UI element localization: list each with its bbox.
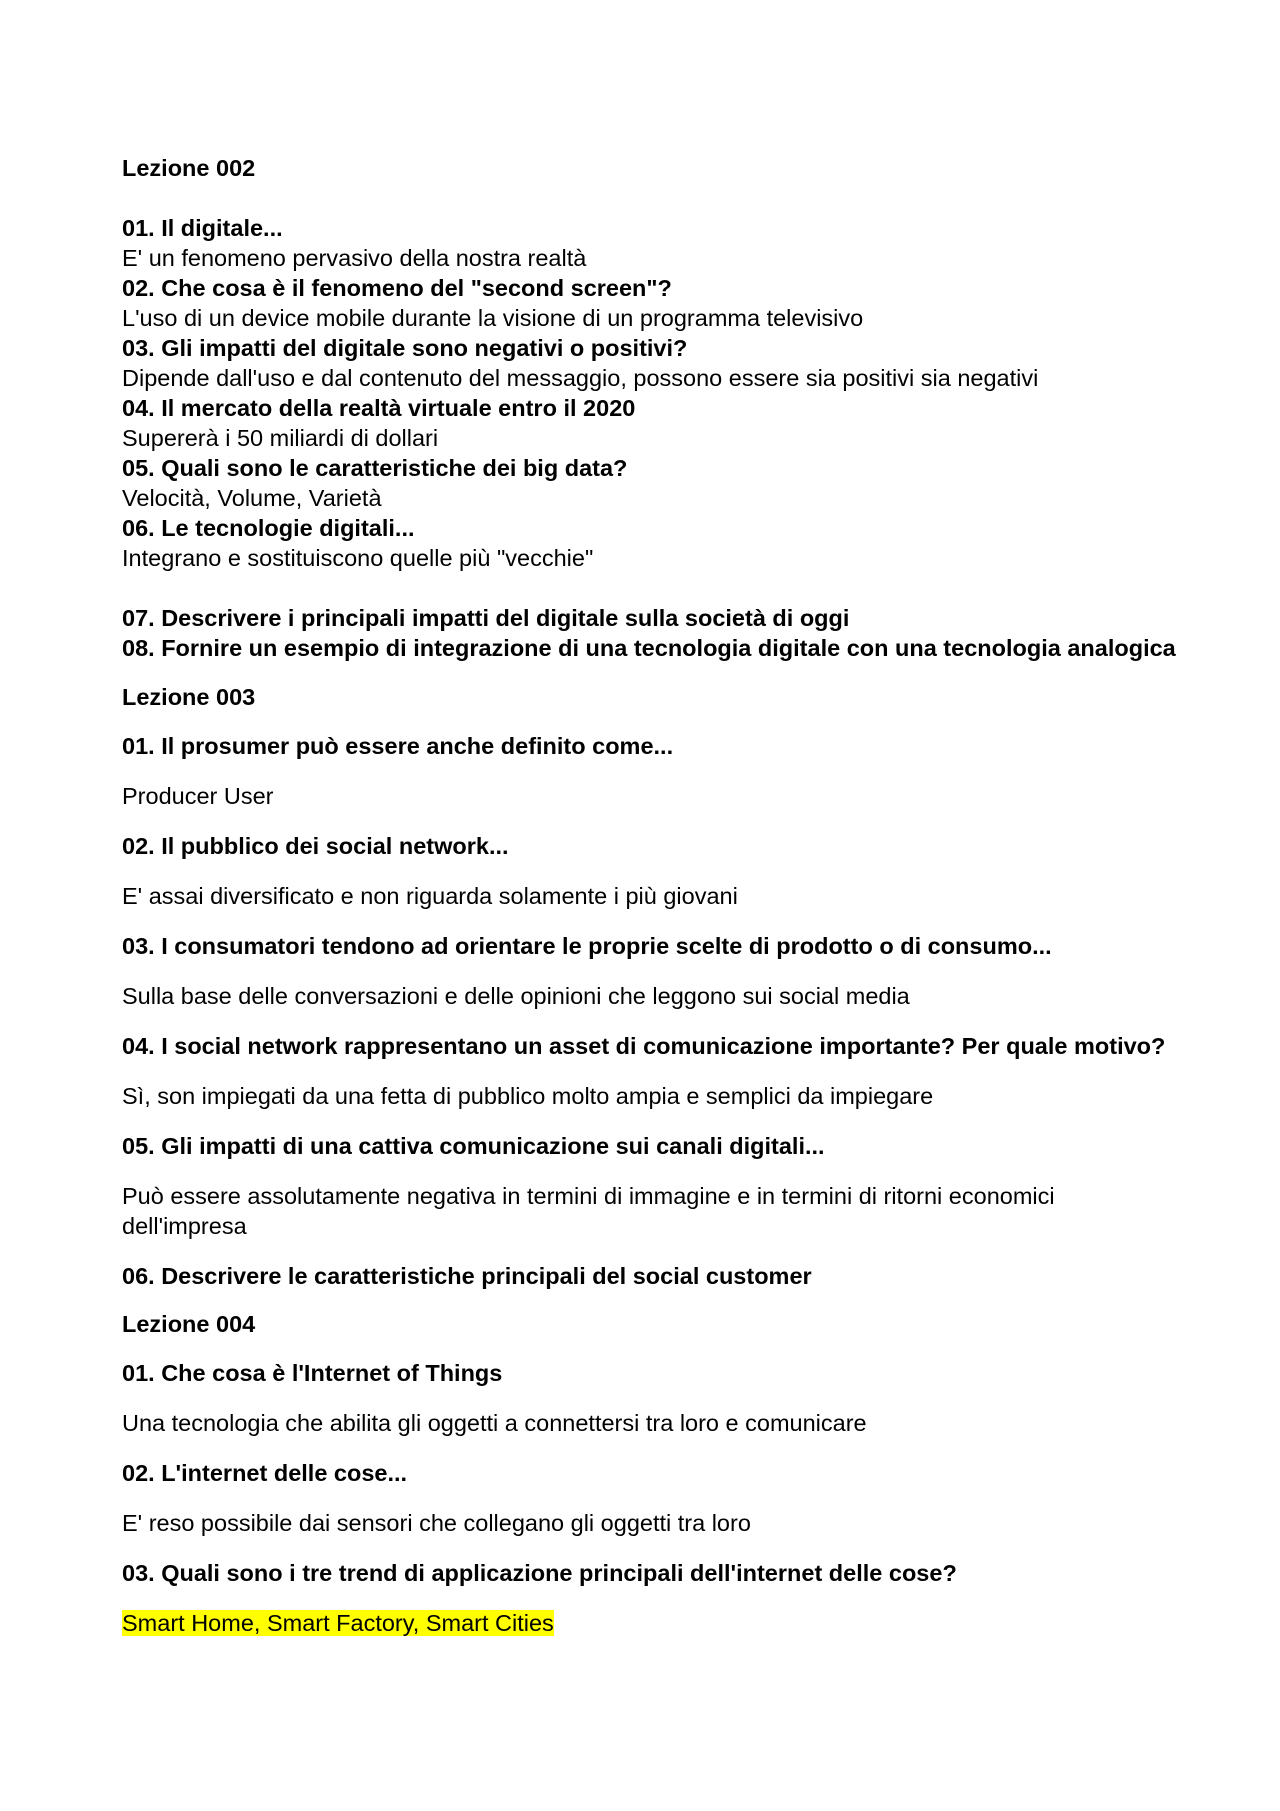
answer: E' assai diversificato e non riguarda solamente i più giovani — [122, 883, 738, 909]
question: 04. I social network rappresentano un asset di comunicazione importante? Per quale motivo? — [122, 1033, 1166, 1059]
question: 02. L'internet delle cose... — [122, 1460, 408, 1486]
answer: Una tecnologia che abilita gli oggetti a connettersi tra loro e comunicare — [122, 1410, 867, 1436]
question: 01. Il prosumer può essere anche definito come... — [122, 733, 674, 759]
open-question: 08. Fornire un esempio di integrazione di una tecnologia digitale con una tecnologia analogica — [122, 635, 1176, 661]
lesson-002 — [122, 153, 1182, 663]
question: 04. Il mercato della realtà virtuale entro il 2020 — [122, 395, 636, 421]
open-question: 07. Descrivere i principali impatti del digitale sulla società di oggi — [122, 605, 850, 631]
answer: Producer User — [122, 783, 274, 809]
answer: E' reso possibile dai sensori che collegano gli oggetti tra loro — [122, 1510, 751, 1536]
answer: E' un fenomeno pervasivo della nostra realtà — [122, 245, 587, 271]
lesson-title: Lezione 002 — [122, 155, 256, 181]
question: 02. Il pubblico dei social network... — [122, 833, 509, 859]
answer: Dipende dall'uso e dal contenuto del messaggio, possono essere sia positivi sia negativi — [122, 365, 1039, 391]
question: 03. Gli impatti del digitale sono negativi o positivi? — [122, 335, 688, 361]
answer: Può essere assolutamente negativa in termini di immagine e in termini di ritorni economici dell'impresa — [122, 1183, 1055, 1239]
question: 03. Quali sono i tre trend di applicazione principali dell'internet delle cose? — [122, 1560, 957, 1586]
answer: Integrano e sostituiscono quelle più "vecchie" — [122, 545, 594, 571]
lesson-004 — [122, 1309, 1182, 1638]
spacer — [122, 573, 1182, 603]
lesson-title: Lezione 004 — [122, 1311, 256, 1337]
highlighted-text: Smart Home, Smart Factory, Smart Cities — [122, 1610, 554, 1636]
answer: Sulla base delle conversazioni e delle opinioni che leggono sui social media — [122, 983, 910, 1009]
question: 01. Il digitale... — [122, 215, 283, 241]
answer: Sì, son impiegati da una fetta di pubblico molto ampia e semplici da impiegare — [122, 1083, 934, 1109]
question: 05. Quali sono le caratteristiche dei big data? — [122, 455, 628, 481]
lesson-title: Lezione 003 — [122, 684, 256, 710]
answer: Velocità, Volume, Varietà — [122, 485, 382, 511]
lesson-003 — [122, 682, 1182, 1291]
question: 01. Che cosa è l'Internet of Things — [122, 1360, 503, 1386]
question: 03. I consumatori tendono ad orientare le proprie scelte di prodotto o di consumo... — [122, 933, 1052, 959]
answer-highlighted — [122, 1608, 1182, 1638]
question: 05. Gli impatti di una cattiva comunicazione sui canali digitali... — [122, 1133, 825, 1159]
open-question: 06. Descrivere le caratteristiche principali del social customer — [122, 1263, 812, 1289]
question: 02. Che cosa è il fenomeno del "second screen"? — [122, 275, 672, 301]
answer: L'uso di un device mobile durante la visione di un programma televisivo — [122, 305, 864, 331]
document-page — [122, 153, 1182, 1658]
answer: Supererà i 50 miliardi di dollari — [122, 425, 439, 451]
question: 06. Le tecnologie digitali... — [122, 515, 415, 541]
